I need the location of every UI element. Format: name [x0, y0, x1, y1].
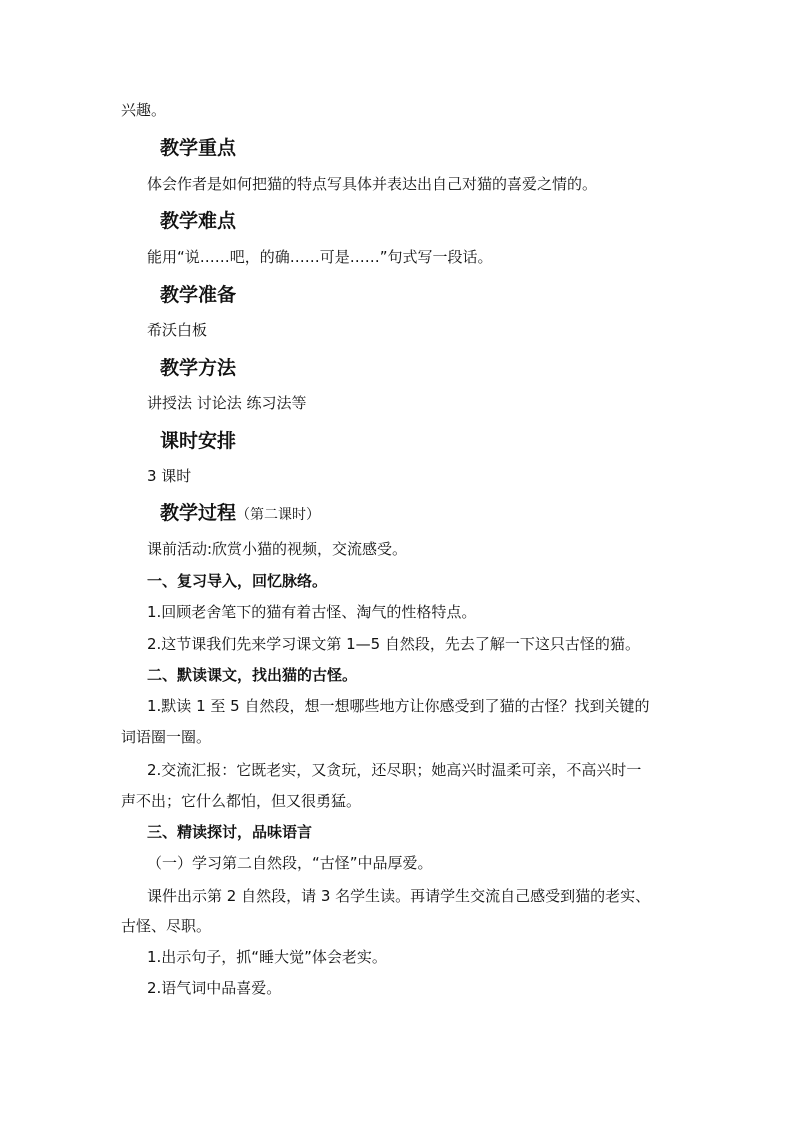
part3-item-2: 2.语气词中品喜爱。	[147, 979, 282, 997]
part2-item-1-line-1: 1.默读 1 至 5 自然段，想一想哪些地方让你感受到了猫的古怪？找到关键的	[147, 697, 650, 715]
heading-teaching-focus: 教学重点	[160, 137, 237, 159]
heading-teaching-difficulty: 教学难点	[160, 210, 237, 232]
part3-paragraph-line-2: 古怪、尽职。	[121, 917, 212, 935]
heading-teaching-methods: 教学方法	[160, 357, 237, 379]
part1-item-2: 2.这节课我们先来学习课文第 1—5 自然段，先去了解一下这只古怪的猫。	[147, 635, 640, 653]
part1-title: 一、复习导入，回忆脉络。	[147, 572, 328, 590]
part2-item-2-line-1: 2.交流汇报：它既老实，又贪玩，还尽职；她高兴时温柔可亲，不高兴时一	[147, 761, 642, 779]
teaching-difficulty-text: 能用“说……吧，的确……可是……”句式写一段话。	[147, 248, 493, 266]
part1-item-1: 1.回顾老舍笔下的猫有着古怪、淘气的性格特点。	[147, 603, 477, 621]
teaching-methods-text: 讲授法 讨论法 练习法等	[147, 394, 307, 412]
part2-title: 二、默读课文，找出猫的古怪。	[147, 666, 358, 684]
part2-item-2-line-2: 声不出；它什么都怕，但又很勇猛。	[121, 792, 362, 810]
part3-title: 三、精读探讨，品味语言	[147, 823, 313, 841]
heading-class-schedule: 课时安排	[160, 430, 237, 452]
teaching-process-title: 教学过程	[160, 502, 237, 524]
part2-item-1-line-2: 词语圈一圈。	[121, 728, 212, 746]
heading-teaching-preparation: 教学准备	[160, 284, 237, 306]
teaching-preparation-text: 希沃白板	[147, 321, 208, 339]
class-schedule-text: 3 课时	[147, 467, 192, 485]
teaching-focus-text: 体会作者是如何把猫的特点写具体并表达出自己对猫的喜爱之情的。	[147, 175, 598, 193]
part3-paragraph-line-1: 课件出示第 2 自然段，请 3 名学生读。再请学生交流自己感受到猫的老实、	[147, 887, 651, 905]
part3-item-1: 1.出示句子，抓“睡大觉”体会老实。	[147, 948, 387, 966]
pre-class-activity-text: 课前活动:欣赏小猫的视频，交流感受。	[147, 540, 408, 558]
part3-subtitle: （一）学习第二自然段，“古怪”中品厚爱。	[147, 854, 433, 872]
heading-teaching-process	[160, 501, 320, 527]
teaching-process-note: （第二课时）	[236, 507, 321, 523]
continuation-text: 兴趣。	[121, 101, 167, 119]
